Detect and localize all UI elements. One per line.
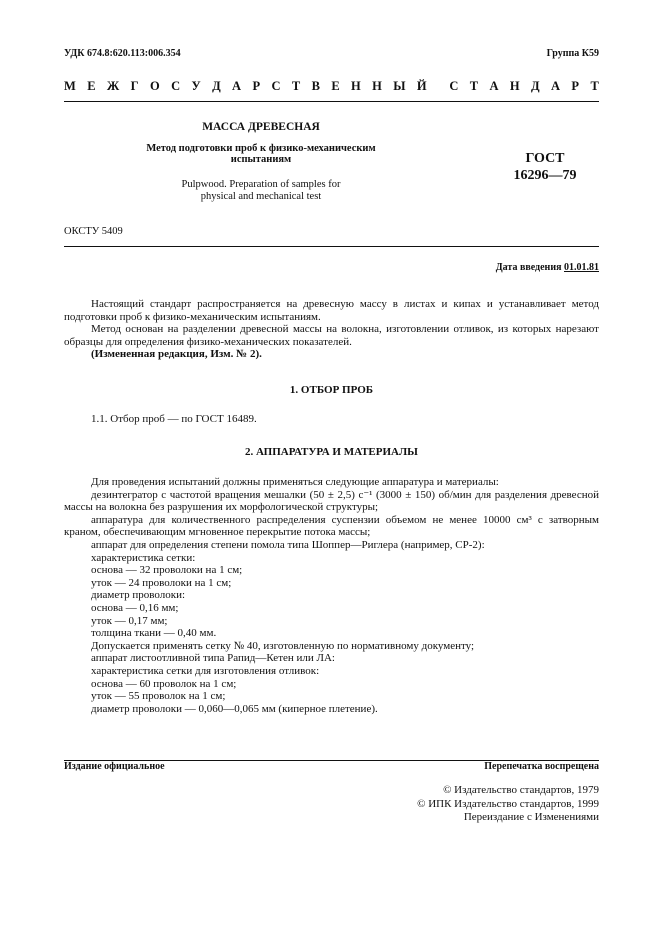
copyright-block bbox=[417, 784, 599, 825]
equipment-line: уток — 55 проволок на 1 см; bbox=[91, 690, 226, 703]
banner-letter: Т bbox=[469, 79, 479, 93]
equipment-line: характеристика сетки для изготовления отливок: bbox=[91, 664, 320, 677]
introduction-date bbox=[496, 262, 599, 273]
desintegrator-item: дезинтегратор с частотой вращения мешалки (50 ± 2,5) с⁻¹ (3000 ± 150) об/мин для разделения древесной массы на волокна без разрушения их морфологической структуры; bbox=[64, 488, 599, 514]
equipment-line: уток — 24 проволоки на 1 см; bbox=[91, 576, 232, 589]
intro-date-label: Дата введения bbox=[495, 262, 562, 273]
banner-letter: У bbox=[191, 79, 201, 93]
banner-letter: Е bbox=[331, 79, 340, 93]
okstu-code: ОКСТУ 5409 bbox=[64, 226, 123, 237]
banner-letter: Г bbox=[130, 79, 139, 93]
banner-letter: Т bbox=[291, 79, 301, 93]
section-2-body bbox=[64, 476, 599, 715]
intro-date-value: 01.01.81 bbox=[564, 262, 599, 273]
equipment-line: диаметр проволоки: bbox=[91, 589, 186, 602]
banner-letter: В bbox=[311, 79, 320, 93]
equipment-line: уток — 0,17 мм; bbox=[91, 614, 168, 627]
banner-letter: Т bbox=[590, 79, 599, 93]
intro-paragraph: Настоящий стандарт распространяется на древесную массу в листах и кипах и устанавливает метод подготовки проб к физико-механическим испытаниям. bbox=[64, 298, 599, 323]
gost-designation bbox=[490, 150, 600, 184]
equipment-line: характеристика сетки: bbox=[91, 551, 196, 564]
gost-number: 16296—79 bbox=[513, 168, 577, 183]
divider bbox=[64, 101, 599, 102]
banner-letter: С bbox=[449, 79, 459, 93]
equipment-line: Допускается применять сетку № 40, изготовленную по нормативному документу; bbox=[91, 639, 475, 652]
section-1-heading: 1. ОТБОР ПРОБ bbox=[289, 384, 374, 396]
banner-letter: Н bbox=[351, 79, 361, 93]
copyright-line: © Издательство стандартов, 1979 bbox=[443, 784, 599, 796]
banner-letter: М bbox=[64, 79, 76, 93]
equipment-line: основа — 32 проволоки на 1 см; bbox=[91, 564, 243, 577]
title-en-line-1: Pulpwood. Preparation of samples for bbox=[181, 179, 341, 190]
group-code: Группа К59 bbox=[546, 48, 599, 59]
banner-letter: Н bbox=[372, 79, 382, 93]
clause-1-1: 1.1. Отбор проб — по ГОСТ 16489. bbox=[91, 413, 257, 425]
intro-paragraph: Метод основан на разделении древесной массы на волокна, изготовлении отливок, из которых нарезают образцы для определения физико-механических показателей. bbox=[64, 323, 599, 348]
document-title-en bbox=[130, 179, 392, 203]
amendment-note: (Измененная редакция, Изм. № 2). bbox=[91, 348, 262, 361]
banner-letter: Д bbox=[531, 79, 540, 93]
reprint-prohibited-note: Перепечатка воспрещена bbox=[484, 761, 599, 772]
divider bbox=[64, 246, 599, 247]
banner-letter: Й bbox=[416, 79, 427, 93]
apparatus-item: аппаратура для количественного распределения суспензии объемом не менее 10000 см³ с затворным краном, обеспечивающим мгновенное перекрытие потока массы; bbox=[64, 513, 599, 539]
banner-letter: С bbox=[271, 79, 281, 93]
banner-letter: Е bbox=[87, 79, 96, 93]
equipment-line: основа — 0,16 мм; bbox=[91, 601, 179, 614]
banner-letter: Ж bbox=[106, 79, 120, 93]
copyright-line: © ИПК Издательство стандартов, 1999 bbox=[417, 797, 599, 810]
gost-label: ГОСТ bbox=[525, 151, 565, 166]
interstate-standard-banner bbox=[64, 79, 599, 94]
section-1-body bbox=[64, 413, 599, 426]
banner-letter: А bbox=[551, 79, 561, 93]
equipment-line: основа — 60 проволок на 1 см; bbox=[91, 677, 237, 690]
document-subtitle-ru: Метод подготовки проб к физико-механическим испытаниям bbox=[146, 143, 376, 165]
section-2-heading: 2. АППАРАТУРА И МАТЕРИАЛЫ bbox=[245, 446, 418, 458]
banner-letter: А bbox=[232, 79, 242, 93]
equipment-line: толщина ткани — 0,40 мм. bbox=[91, 627, 217, 640]
equipment-list bbox=[64, 539, 599, 715]
banner-letter: О bbox=[149, 79, 160, 93]
introduction bbox=[64, 298, 599, 361]
banner-letter: Р bbox=[571, 79, 580, 93]
udk-code: УДК 674.8:620.113:006.354 bbox=[64, 48, 181, 59]
equipment-line: аппарат листоотливной типа Рапид—Кетен или ЛА: bbox=[91, 652, 335, 665]
banner-letter: Р bbox=[252, 79, 261, 93]
document-title-ru: МАССА ДРЕВЕСНАЯ bbox=[202, 121, 320, 133]
title-en-line-2: physical and mechanical test bbox=[200, 191, 322, 202]
banner-letter: Д bbox=[212, 79, 221, 93]
banner-letter: Н bbox=[509, 79, 520, 93]
section-2-lead: Для проведения испытаний должны применяться следующие аппаратура и материалы: bbox=[91, 476, 499, 488]
official-edition-note: Издание официальное bbox=[64, 761, 165, 772]
equipment-line: диаметр проволоки — 0,060—0,065 мм (киперное плетение). bbox=[91, 702, 378, 715]
banner-letter: А bbox=[489, 79, 499, 93]
equipment-line: аппарат для определения степени помола типа Шоппер—Риглера (например, СР-2): bbox=[91, 538, 485, 551]
banner-letter: Ы bbox=[393, 79, 406, 93]
reissue-note: Переиздание с Изменениями bbox=[463, 811, 599, 823]
banner-letter: С bbox=[171, 79, 181, 93]
